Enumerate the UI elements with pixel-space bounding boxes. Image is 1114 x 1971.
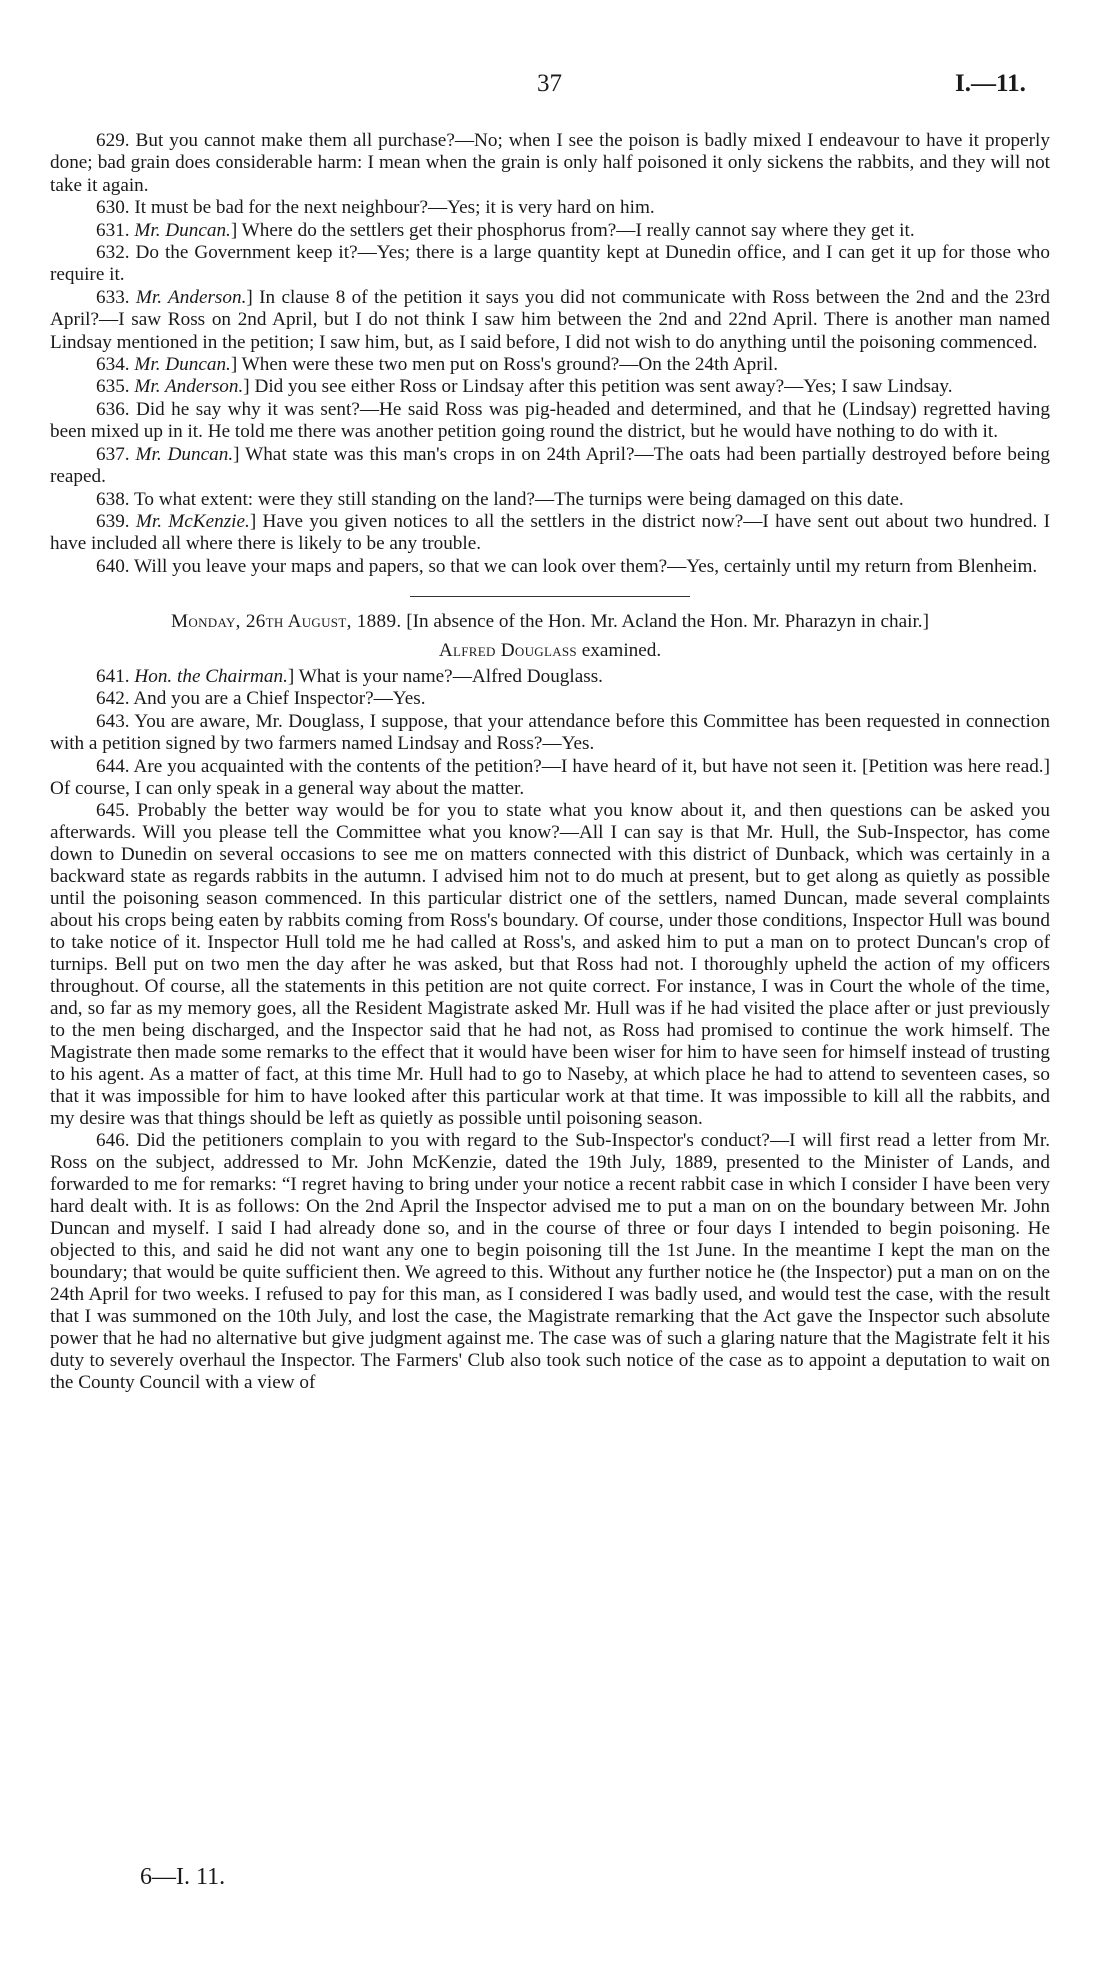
sitting-date: Monday, 26th August, 1889. <box>171 611 402 633</box>
question-640: 640. Will you leave your maps and papers, so that we can look over them?—Yes, certainly until my return from Blenheim. <box>96 555 1038 577</box>
questions-641-646 <box>50 666 1050 1394</box>
paper-reference: I.—11. <box>955 70 1026 97</box>
question-629: 629. But you cannot make them all purchase?—No; when I see the poison is badly mixed I endeavour to have it properly done; bad grain does considerable harm: I mean when the grain is only half poisoned it only sickens the rabbits, and they will not take it again. <box>50 130 1050 196</box>
chair-note: [In absence of the Hon. Mr. Acland the Hon. Mr. Pharazyn in chair.] <box>406 611 929 633</box>
question-637: 637. Mr. Duncan.] What state was this man's crops in on 24th April?—The oats had been partially destroyed before being reaped. <box>50 443 1051 488</box>
question-632: 632. Do the Government keep it?—Yes; there is a large quantity kept at Dunedin office, and I can get it up for those who require it. <box>50 242 1050 286</box>
question-645: 645. Probably the better way would be for you to state what you know about it, and then questions can be asked you afterwards. Will you please tell the Committee what you know?—All I can say is that Mr. Hull, the Sub-Inspector, has come down to Dunedin on several occasions to see me on matters connected with this district of Dunback, which was certainly in a backward state as regards rabbits in the autumn. I advised him not to do much at present, but to get along as quietly as possible until the poisoning season commenced. In this particular district one of the settlers, named Duncan, made several complaints about his crops being eaten by rabbits coming from Ross's boundary. Of course, under those conditions, Inspector Hull was bound to take notice of it. Inspector Hull told me he had called at Ross's, and asked him to put a man on to protect Duncan's crop of turnips. Bell put on two men the day after he was asked, but that Ross had not. I thoroughly upheld the action of my officers throughout. Of course, all the statements in this petition are not quite correct. For instance, I was in Court the whole of the time, and, so far as my memory goes, all the Resident Magistrate asked Mr. Hull was if he had visited the place after or just previously to the men being discharged, and the Inspector said that he had not, as Ross had promised to continue the work himself. The Magistrate then made some remarks to the effect that it would have been wiser for him to have seen for himself instead of trusting to his agent. As a matter of fact, at this time Mr. Hull had to go to Naseby, at which place he had to attend to seventeen cases, so that it was impossible for him to have looked after this particular work at that time. It was impossible to kill all the rabbits, and my desire was that things should be left as quietly as possible until poisoning season. <box>50 800 1050 1130</box>
question-633: 633. Mr. Anderson.] In clause 8 of the petition it says you did not communicate with Ross between the 2nd and the 23rd April?—I saw Ross on 2nd April, but I do not think I saw him between the 2nd and 22nd April. There is another man named Lindsay mentioned in the petition; I saw him, but, as I said before, I did not wish to do anything until the poisoning commenced. <box>50 286 1050 353</box>
question-643: 643. You are aware, Mr. Douglass, I suppose, that your attendance before this Committee has been requested in connection with a petition signed by two farmers named Lindsay and Ross?—Yes. <box>50 710 1050 755</box>
witness-heading: Alfred Douglass examined. <box>438 639 662 661</box>
question-639: 639. Mr. McKenzie.] Have you given notices to all the settlers in the district now?—I have sent out about two hundred. I have included all where there is likely to be any trouble. <box>50 510 1051 555</box>
question-646: 646. Did the petitioners complain to you with regard to the Sub-Inspector's conduct?—I will first read a letter from Mr. Ross on the subject, addressed to Mr. John McKenzie, dated the 19th July, 1889, presented to the Minister of Lands, and forwarded to me for remarks: “I regret having to bring under your notice a recent rabbit case in which I consider I have been very hard dealt with. It is as follows: On the 2nd April the Inspector advised me to put a man on on the boundary between Mr. John Duncan and myself. I said I had already done so, and in the course of three or four days I intended to begin poisoning. He objected to this, and said he did not want any one to begin poisoning till the 1st June. In the meantime I kept the man on the boundary; that would be quite sufficient then. We agreed to this. Without any further notice he (the Inspector) put a man on on the 24th April for two weeks. I refused to pay for this man, as I considered I was badly used, and would test the case, with the result that I was summoned on the 10th July, and lost the case, the Magistrate remarking that the Act gave the Inspector such absolute power that he had no alternative but give judgment against me. The case was of such a glaring nature that the Magistrate felt it his duty to severely overhaul the Inspector. The Farmers' Club also took such notice of the case as to appoint a deputation to wait on the County Council with a view of <box>50 1130 1050 1394</box>
signature-mark: 6—I. 11. <box>140 1864 226 1890</box>
sitting-heading <box>50 611 1050 633</box>
question-636: 636. Did he say why it was sent?—He said Ross was pig-headed and determined, and that he (Lindsay) regretted having been mixed up in it. He told me there was another petition going round the district, but he would have nothing to do with it. <box>50 398 1050 443</box>
question-638: 638. To what extent: were they still standing on the land?—The turnips were being damaged on this date. <box>96 488 904 510</box>
question-631: 631. Mr. Duncan.] Where do the settlers get their phosphorus from?—I really cannot say where they get it. <box>96 219 915 241</box>
question-635: 635. Mr. Anderson.] Did you see either Ross or Lindsay after this petition was sent away?—Yes; I saw Lindsay. <box>96 376 953 398</box>
page-number: 37 <box>537 70 562 97</box>
question-634: 634. Mr. Duncan.] When were these two men put on Ross's ground?—On the 24th April. <box>96 354 779 376</box>
question-644: 644. Are you acquainted with the contents of the petition?—I have heard of it, but have not seen it. [Petition was here read.] Of course, I can only speak in a general way about the matter. <box>50 755 1050 799</box>
witness-name: Alfred Douglass <box>438 639 577 661</box>
questions-629-640 <box>50 130 1050 578</box>
question-630: 630. It must be bad for the next neighbour?—Yes; it is very hard on him. <box>96 197 655 219</box>
question-642: 642. And you are a Chief Inspector?—Yes. <box>96 688 426 710</box>
question-641: 641. Hon. the Chairman.] What is your name?—Alfred Douglass. <box>96 665 603 687</box>
evidence-body <box>50 130 1050 1394</box>
section-divider <box>410 596 690 597</box>
